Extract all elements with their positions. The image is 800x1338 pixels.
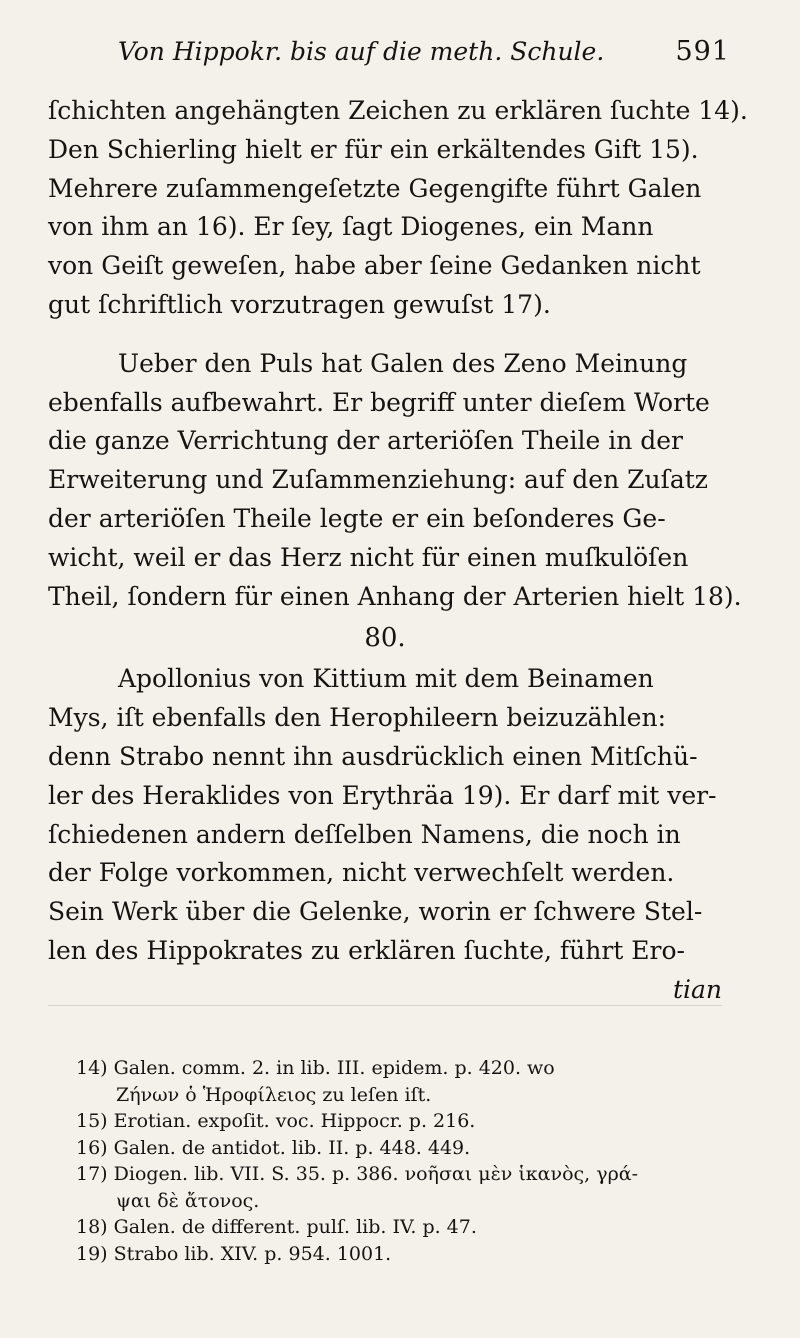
text-line: Ueber den Puls hat Galen des Zeno Meinung	[118, 348, 688, 378]
text-line: der Folge vorkommen, nicht verwechſelt werden.	[48, 858, 675, 888]
text-line: wicht, weil er das Herz nicht für einen muſkulöſen	[48, 542, 689, 572]
text-line: Mys, iſt ebenfalls den Herophileern beizuzählen:	[48, 703, 666, 733]
text-line: die ganze Verrichtung der arteriöſen Theile in der	[48, 426, 683, 456]
section-number: 80.	[364, 623, 406, 654]
text-line: len des Hippokrates zu erklären ſuchte, führt Ero-	[48, 935, 685, 965]
text-line: gut ſchriftlich vorzutragen gewuſst 17).	[48, 289, 551, 319]
text-line: von ihm an 16). Er ſey, ſagt Diogenes, ein Mann	[48, 212, 654, 242]
paragraph-3	[48, 660, 722, 1009]
text-line: Mehrere zuſammengeſetzte Gegengifte führt Galen	[48, 173, 702, 203]
text-line: Erweiterung und Zuſammenziehung: auf den Zuſatz	[48, 465, 708, 495]
footnote-15: 15) Erotian. expoſit. voc. Hippocr. p. 216.	[76, 1110, 476, 1132]
running-header	[118, 36, 730, 67]
footnote-18: 18) Galen. de different. pulſ. lib. IV. p. 47.	[76, 1216, 477, 1238]
footnote-14-cont: Ζήνων ὁ Ἡροφίλειος zu leſen iſt.	[116, 1083, 432, 1106]
running-title: Von Hippokr. bis auf die meth. Schule.	[118, 37, 605, 66]
catchword	[48, 971, 722, 1010]
footnote-16: 16) Galen. de antidot. lib. II. p. 448. 449.	[76, 1136, 471, 1159]
text-line: Theil, ſondern für einen Anhang der Arterien hielt 18).	[48, 581, 742, 611]
main-text	[48, 92, 748, 1010]
text-line: ebenfalls aufbewahrt. Er begriff unter dieſem Worte	[48, 387, 710, 417]
page-number: 591	[675, 36, 730, 67]
text-line: ſchichten angehängten Zeichen zu erklären ſuchte 14).	[48, 96, 748, 125]
footnotes	[76, 1055, 731, 1267]
footnote-17: 17) Diogen. lib. VII. S. 35. p. 386. νοῆσαι μὲν ἱκανὸς, γρά-	[76, 1163, 639, 1185]
text-line: denn Strabo nennt ihn ausdrücklich einen Mitſchü-	[48, 741, 698, 771]
footnote-divider	[48, 1005, 722, 1006]
text-line: ſchiedenen andern deſſelben Namens, die noch in	[48, 819, 681, 849]
footnote-14: 14) Galen. comm. 2. in lib. III. epidem. p. 420. wo	[76, 1057, 555, 1079]
paragraph-2	[48, 345, 742, 617]
footnote-19: 19) Strabo lib. XIV. p. 954. 1001.	[76, 1242, 392, 1265]
text-line: Sein Werk über die Gelenke, worin er ſchwere Stel-	[48, 897, 703, 927]
text-line: ler des Heraklides von Erythräa 19). Er darf mit ver-	[48, 780, 717, 810]
paragraph-1	[48, 92, 748, 325]
footnote-17-cont: ψαι δὲ ἄτονος.	[116, 1189, 260, 1212]
text-line: Den Schierling hielt er für ein erkältendes Gift 15).	[48, 134, 699, 164]
catchword-text: tian	[672, 974, 722, 1004]
text-line: von Geiſt geweſen, habe aber ſeine Gedanken nicht	[48, 251, 701, 281]
text-line: der arteriöſen Theile legte er ein beſonderes Ge-	[48, 503, 666, 533]
text-line: Apollonius von Kittium mit dem Beinamen	[118, 664, 654, 694]
